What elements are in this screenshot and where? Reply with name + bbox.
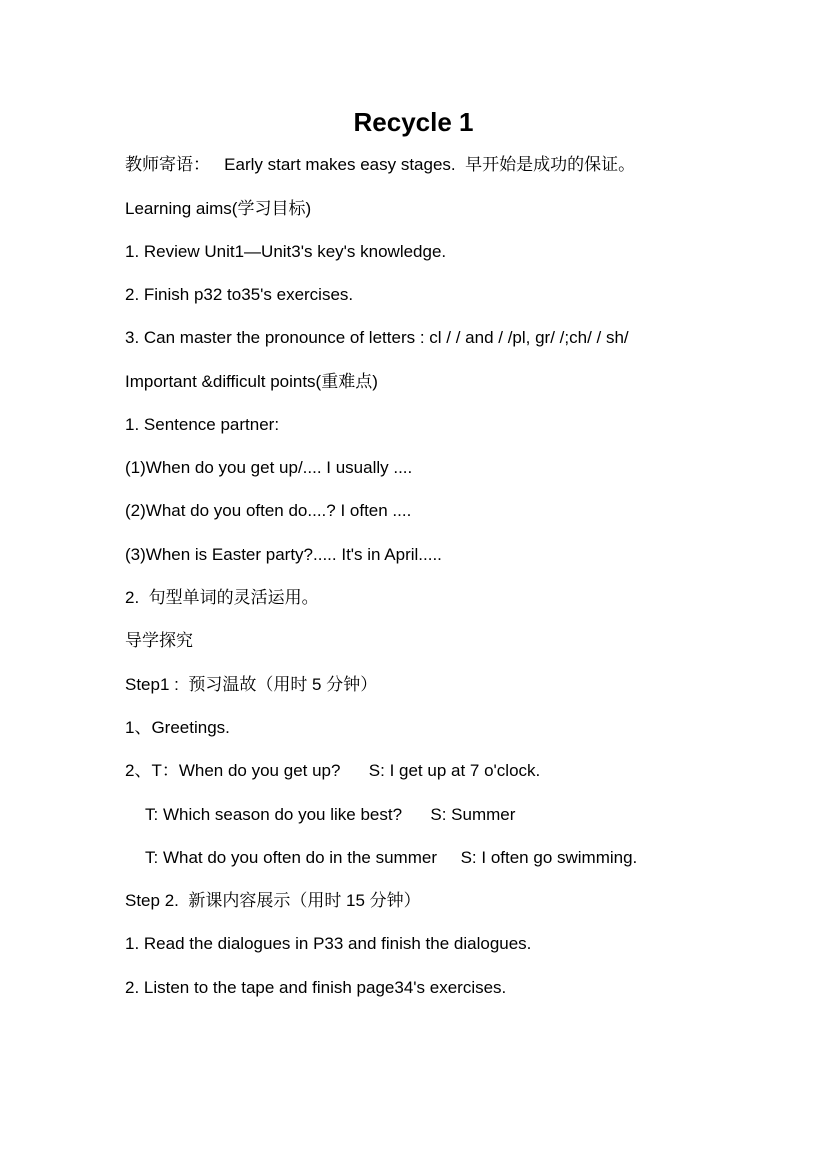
dialogue-line-2: T: What do you often do in the summer S: I often go swimming.: [145, 848, 638, 867]
sentence-pattern-1: (1)When do you get up/.... I usually ....: [125, 458, 413, 477]
key-point-1: 1. Sentence partner:: [125, 415, 280, 434]
aim-item-2: 2. Finish p32 to35's exercises.: [125, 285, 354, 304]
step-2-item-2: 2. Listen to the tape and finish page34's exercises.: [125, 978, 507, 997]
sentence-pattern-2: (2)What do you often do....? I often ....: [125, 501, 412, 520]
key-point-2: 2. 句型单词的灵活运用。: [125, 588, 319, 607]
step-1-item-1: 1、Greetings.: [125, 718, 230, 737]
guided-study-heading: 导学探究: [125, 631, 193, 650]
aim-item-1: 1. Review Unit1—Unit3's key's knowledge.: [125, 242, 447, 261]
key-points-heading: Important &difficult points(重难点): [125, 372, 378, 391]
step-2-item-1: 1. Read the dialogues in P33 and finish the dialogues.: [125, 934, 532, 953]
step-2-heading: Step 2. 新课内容展示（用时 15 分钟）: [125, 891, 421, 910]
sentence-pattern-3: (3)When is Easter party?..... It's in April.....: [125, 545, 442, 564]
teacher-message: 教师寄语： Early start makes easy stages. 早开始是成功的保证。: [125, 155, 636, 174]
dialogue-line-1: T: Which season do you like best? S: Summer: [145, 805, 516, 824]
step-1-heading: Step1 : 预习温故（用时 5 分钟）: [125, 675, 378, 694]
document-title: Recycle 1: [353, 107, 474, 137]
learning-aims-heading: Learning aims(学习目标): [125, 199, 312, 218]
aim-item-3: 3. Can master the pronounce of letters : cl / / and / /pl, gr/ /;ch/ / sh/: [125, 328, 629, 347]
step-1-item-2: 2、T：When do you get up? S: I get up at 7 o'clock.: [125, 761, 541, 780]
